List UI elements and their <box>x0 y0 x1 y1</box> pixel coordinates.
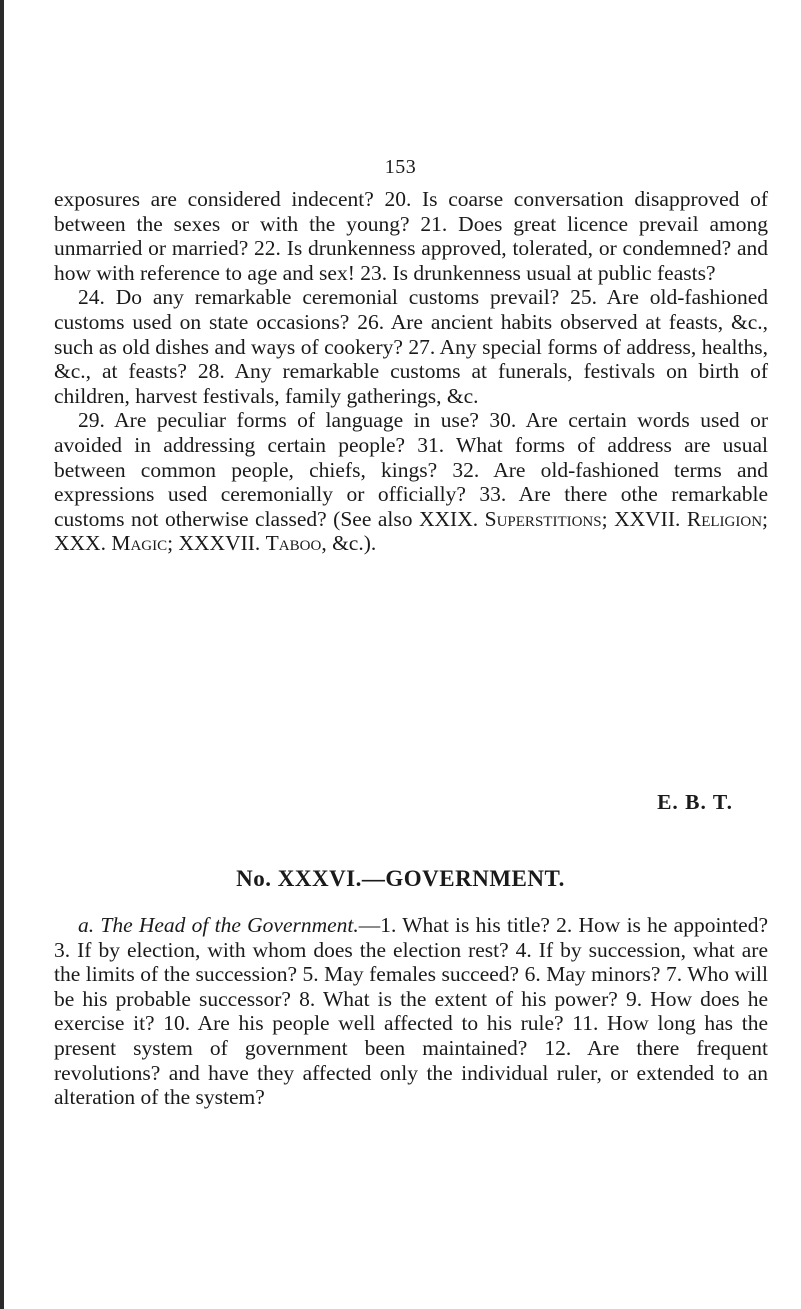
ref-separator: ; XXX. <box>54 506 769 556</box>
paragraph-29-text: 29. Are peculiar forms of language in use? 30. Are certain words used or avoided in addressing certain people? 31. What forms of address are usual between common people, chiefs, kings? 32. Are old-fashioned terms and expressions used ceremonially or officially? 33. Are there othe remarkable customs not otherwise classed? (See also XXIX. <box>54 408 768 531</box>
section-heading: No. XXXVI.—GOVERNMENT. <box>236 866 565 891</box>
paragraph-questions-19-23: exposures are considered indecent? 20. Is coarse conversation disapproved of between the sexes or with the young? 21. Does great licence prevail among unmarried or married? 22. Is drunkenness approved, tolerated, or condemned? and how with reference to age and sex! 23. Is drunkenness usual at public feasts? <box>54 187 768 285</box>
paragraph-questions-24-28: 24. Do any remarkable ceremonial customs prevail? 25. Are old-fashioned customs used on state occasions? 26. Are ancient habits observed at feasts, &c., such as old dishes and ways of cookery? 27. Any special forms of address, healths, &c., at feasts? 28. Any remarkable customs at funerals, festivals on birth of children, harvest festivals, family gatherings, &c. <box>54 285 768 408</box>
paragraph-head-of-government <box>54 913 768 1110</box>
ref-superstitions: Superstitions <box>484 506 602 531</box>
ref-separator: ; XXVII. <box>601 506 681 531</box>
government-questions <box>54 913 768 1110</box>
ref-religion: Religion <box>686 506 763 531</box>
author-signature: E. B. T. <box>657 790 733 814</box>
ref-taboo: Taboo <box>265 531 322 556</box>
paragraph-questions-29-33 <box>54 408 768 556</box>
government-body: —1. What is his title? 2. How is he appointed? 3. If by election, with whom does the election rest? 4. If by succession, what are the limits of the succession? 5. May females succeed? 6. May minors? 7. Who will be his probable successor? 8. What is the extent of his power? 9. How does he exercise it? 10. Are his people well affected to his rule? 11. How long has the present system of government been maintained? 12. Are there frequent revolutions? and have they affected only the individual ruler, or extended to an alteration of the system? <box>54 913 769 1110</box>
customs-questions <box>54 187 768 556</box>
page-number: 153 <box>384 156 417 178</box>
subsection-title: The Head of the Government. <box>100 913 359 937</box>
subsection-letter: a. <box>78 913 95 937</box>
ref-end: , &c.). <box>321 531 377 556</box>
ref-magic: Magic <box>111 531 168 556</box>
ref-separator: ; XXXVII. <box>167 531 261 556</box>
page-binding-edge <box>0 0 4 1309</box>
